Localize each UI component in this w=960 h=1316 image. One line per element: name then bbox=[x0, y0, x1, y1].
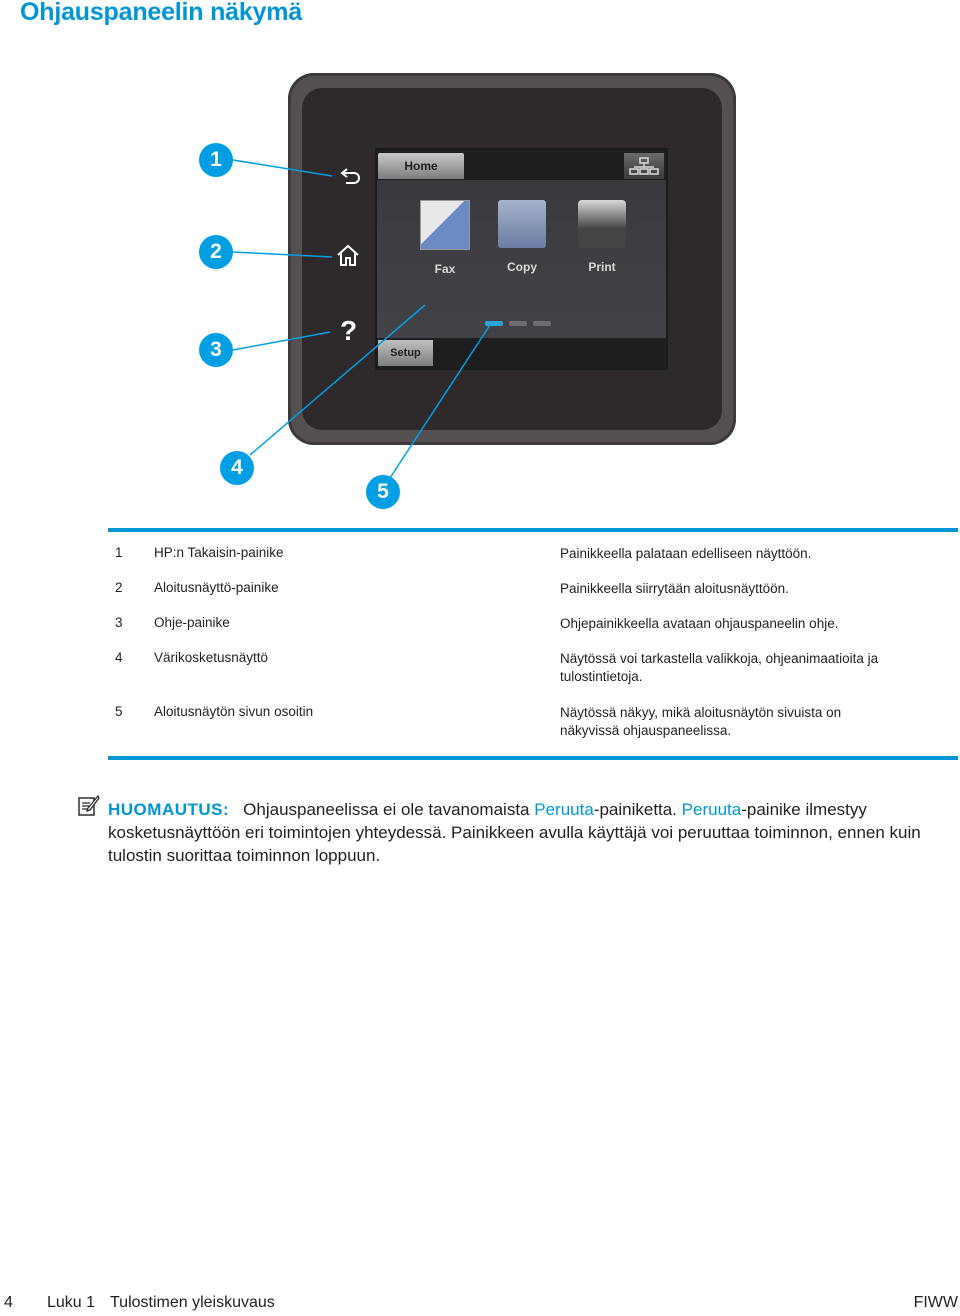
fax-label: Fax bbox=[434, 262, 456, 276]
help-icon[interactable]: ? bbox=[340, 315, 358, 346]
cancel-term: Peruuta bbox=[534, 800, 594, 819]
callout-4: 4 bbox=[220, 451, 254, 485]
row-number: 5 bbox=[115, 704, 123, 719]
note-icon bbox=[78, 795, 100, 817]
page-number: 4 bbox=[4, 1294, 13, 1311]
note-text: -painiketta. bbox=[593, 800, 682, 819]
home-tab[interactable]: Home bbox=[378, 153, 464, 179]
row-name: Aloitusnäyttö-painike bbox=[154, 580, 279, 595]
control-panel-figure bbox=[0, 60, 960, 520]
row-description: Näytössä voi tarkastella valikkoja, ohjeanimaatioita ja tulostintietoja. bbox=[560, 651, 879, 684]
row-description: Näytössä näkyy, mikä aloitusnäytön sivuista on näkyvissä ohjauspaneelissa. bbox=[560, 705, 842, 738]
row-description: Painikkeella palataan edelliseen näyttöön. bbox=[560, 546, 812, 561]
row-number: 4 bbox=[115, 650, 123, 665]
copy-label: Copy bbox=[507, 260, 537, 274]
row-number: 1 bbox=[115, 545, 123, 560]
row-name: Värikosketusnäyttö bbox=[154, 650, 269, 665]
note-block bbox=[108, 798, 938, 867]
cancel-term: Peruuta bbox=[681, 800, 742, 819]
table-row bbox=[108, 650, 958, 704]
row-description: Ohjepainikkeella avataan ohjauspaneelin ohje. bbox=[560, 616, 839, 631]
chapter-title: Tulostimen yleiskuvaus bbox=[110, 1294, 275, 1311]
footer-brand: FIWW bbox=[913, 1294, 958, 1311]
callout-leaders bbox=[0, 60, 960, 520]
row-number: 3 bbox=[115, 615, 123, 630]
table-row bbox=[108, 532, 958, 580]
setup-tab[interactable]: Setup bbox=[378, 340, 433, 366]
table-row bbox=[108, 704, 958, 756]
description-table bbox=[108, 528, 958, 760]
row-name: Aloitusnäytön sivun osoitin bbox=[154, 704, 314, 719]
page-heading: Ohjauspaneelin näkymä bbox=[20, 0, 303, 26]
row-number: 2 bbox=[115, 580, 123, 595]
note-text: Ohjauspaneelissa ei ole tavanomaista bbox=[243, 800, 535, 819]
print-label: Print bbox=[588, 260, 616, 274]
row-name: HP:n Takaisin-painike bbox=[154, 545, 284, 560]
note-text: -painike ilmestyy kosketusnäyttöön eri toimintojen yhteydessä. Painikkeen avulla käyttäjä voi peruuttaa toiminnon, ennen kuin tulostin suorittaa toiminnon loppuun. bbox=[108, 800, 921, 865]
callout-2: 2 bbox=[199, 235, 233, 269]
note-label: HUOMAUTUS: bbox=[108, 800, 230, 819]
table-row bbox=[108, 615, 958, 650]
row-description: Painikkeella siirrytään aloitusnäyttöön. bbox=[560, 581, 789, 596]
row-name: Ohje-painike bbox=[154, 615, 230, 630]
callout-5: 5 bbox=[366, 475, 400, 509]
callout-3: 3 bbox=[199, 333, 233, 367]
chapter-number: Luku 1 bbox=[47, 1294, 96, 1311]
table-row bbox=[108, 580, 958, 615]
callout-1: 1 bbox=[199, 143, 233, 177]
